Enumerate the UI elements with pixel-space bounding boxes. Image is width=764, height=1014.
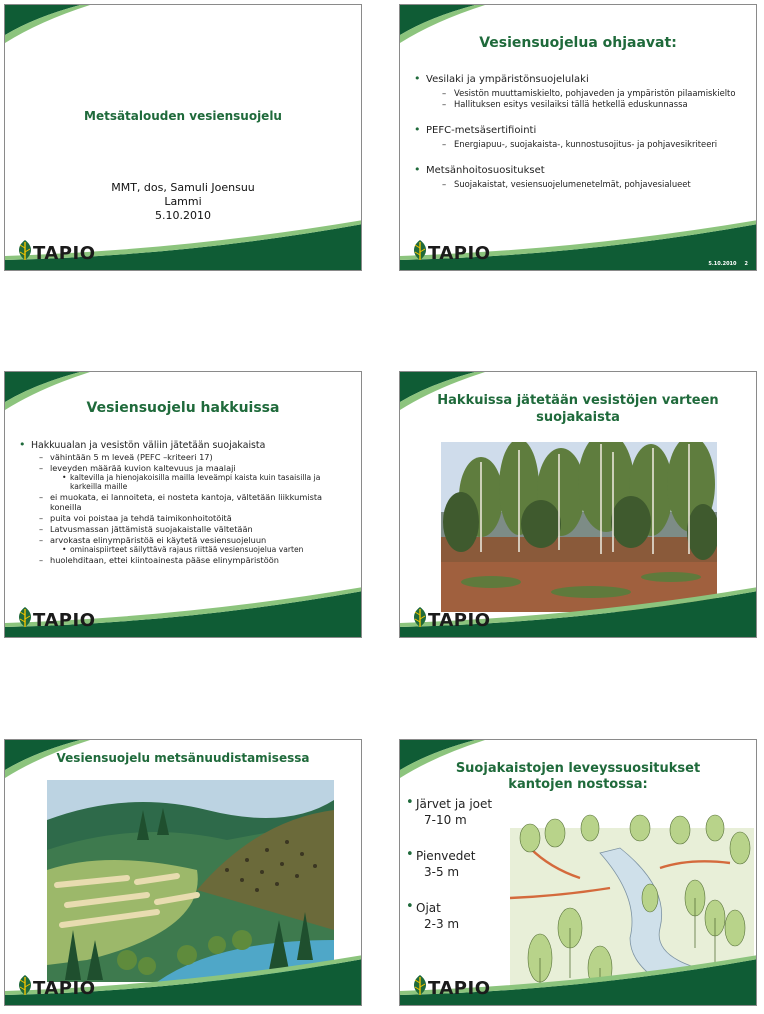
sub-item: – ei muokata, ei lannoiteta, ei nosteta kantoja, vältetään liikkumista koneilla — [39, 492, 351, 512]
sub-item: – Latvusmassan jättämistä suojakaistalle vältetään — [39, 524, 351, 534]
list-item — [406, 900, 516, 932]
slide-title: Vesiensuojelu hakkuissa — [86, 400, 280, 416]
slide-title: Metsätalouden vesiensuojelu — [84, 109, 282, 123]
sub-item: – Hallituksen esitys vesilaiksi tällä hetkellä eduskunnassa — [442, 99, 744, 110]
sub-sub-item: • ominaispiirteet säilyttävä rajaus riittää vesiensuojelua varten — [62, 545, 351, 554]
list-item — [414, 73, 744, 110]
author-line: MMT, dos, Samuli Joensuu — [111, 181, 255, 194]
sub-item: – vähintään 5 m leveä (PEFC –kriteeri 17) — [39, 452, 351, 462]
tapio-logo: TAPIO — [33, 978, 96, 999]
slide-title: Suojakaistojen leveyssuositukset kantojen nostossa: — [455, 761, 701, 792]
slide-4[interactable] — [399, 371, 757, 638]
list-item — [414, 124, 744, 150]
bullet-label: • Vesilaki ja ympäristönsuojelulaki — [414, 73, 744, 86]
sub-item: – huolehditaan, ettei kiintoainesta pääse elinympäristöön — [39, 555, 351, 565]
bullet-list — [414, 73, 744, 204]
sub-item: – leveyden määrää kuvion kaltevuus ja maalaji • kaltevilla ja hienojakoisilla mailla leveämpi kaista kuin tasaisilla ja karkeilla maille — [39, 463, 351, 491]
width-value: 3-5 m — [424, 865, 460, 879]
slide-title: Hakkuissa jätetään vesistöjen varteen suojakaista — [437, 393, 719, 425]
bullet-label: • Metsänhoitosuositukset — [414, 164, 744, 177]
author-line: 5.10.2010 — [155, 209, 211, 222]
water-type-label: Järvet ja joet — [416, 797, 493, 811]
corner-swoosh — [5, 5, 125, 45]
sub-sub-item: • kaltevilla ja hienojakoisilla mailla leveämpi kaista kuin tasaisilla ja karkeilla maille — [62, 473, 351, 491]
list-item — [19, 440, 351, 565]
bullet-list — [19, 440, 351, 566]
slide-3[interactable] — [4, 371, 362, 638]
sub-item: – arvokasta elinympäristöä ei käytetä vesiensuojeluun • ominaispiirteet säilyttävä rajaus riittää vesiensuojelua varten — [39, 535, 351, 554]
page-number: 2 — [744, 261, 748, 267]
list-item — [406, 848, 516, 880]
list-item — [414, 164, 744, 190]
sub-item: – Vesistön muuttamiskielto, pohjaveden ja ympäristön pilaamiskielto — [442, 88, 744, 99]
slide-title: Vesiensuojelua ohjaavat: — [479, 35, 677, 51]
water-type-label: Pienvedet — [416, 849, 476, 863]
slide-1[interactable] — [4, 4, 362, 271]
slide-2[interactable] — [399, 4, 757, 271]
tapio-logo: TAPIO — [33, 610, 96, 631]
water-type-label: Ojat — [416, 901, 441, 915]
sub-item: – Suojakaistat, vesiensuojelumenetelmät, pohjavesialueet — [442, 179, 744, 190]
bullet-label: • Hakkuualan ja vesistön väliin jätetään suojakaista — [19, 440, 351, 452]
slide-title: Vesiensuojelu metsänuudistamisessa — [56, 751, 310, 765]
author-line: Lammi — [164, 195, 202, 208]
bullet-label: • PEFC-metsäsertifiointi — [414, 124, 744, 137]
tapio-logo: TAPIO — [428, 610, 491, 631]
tapio-logo: TAPIO — [33, 243, 96, 264]
width-recommendation-list — [406, 796, 516, 952]
slide-5[interactable] — [4, 739, 362, 1006]
sub-item: – puita voi poistaa ja tehdä taimikonhoitotöitä — [39, 513, 351, 523]
tapio-logo: TAPIO — [428, 243, 491, 264]
tapio-logo: TAPIO — [428, 978, 491, 999]
footer-date: 5.10.2010 — [708, 261, 737, 267]
width-value: 2-3 m — [424, 917, 460, 931]
width-value: 7-10 m — [424, 813, 467, 827]
list-item — [406, 796, 516, 828]
slide-footer — [700, 261, 748, 267]
sub-item: – Energiapuu-, suojakaista-, kunnostusojitus- ja pohjavesikriteeri — [442, 139, 744, 150]
slide-6[interactable] — [399, 739, 757, 1006]
